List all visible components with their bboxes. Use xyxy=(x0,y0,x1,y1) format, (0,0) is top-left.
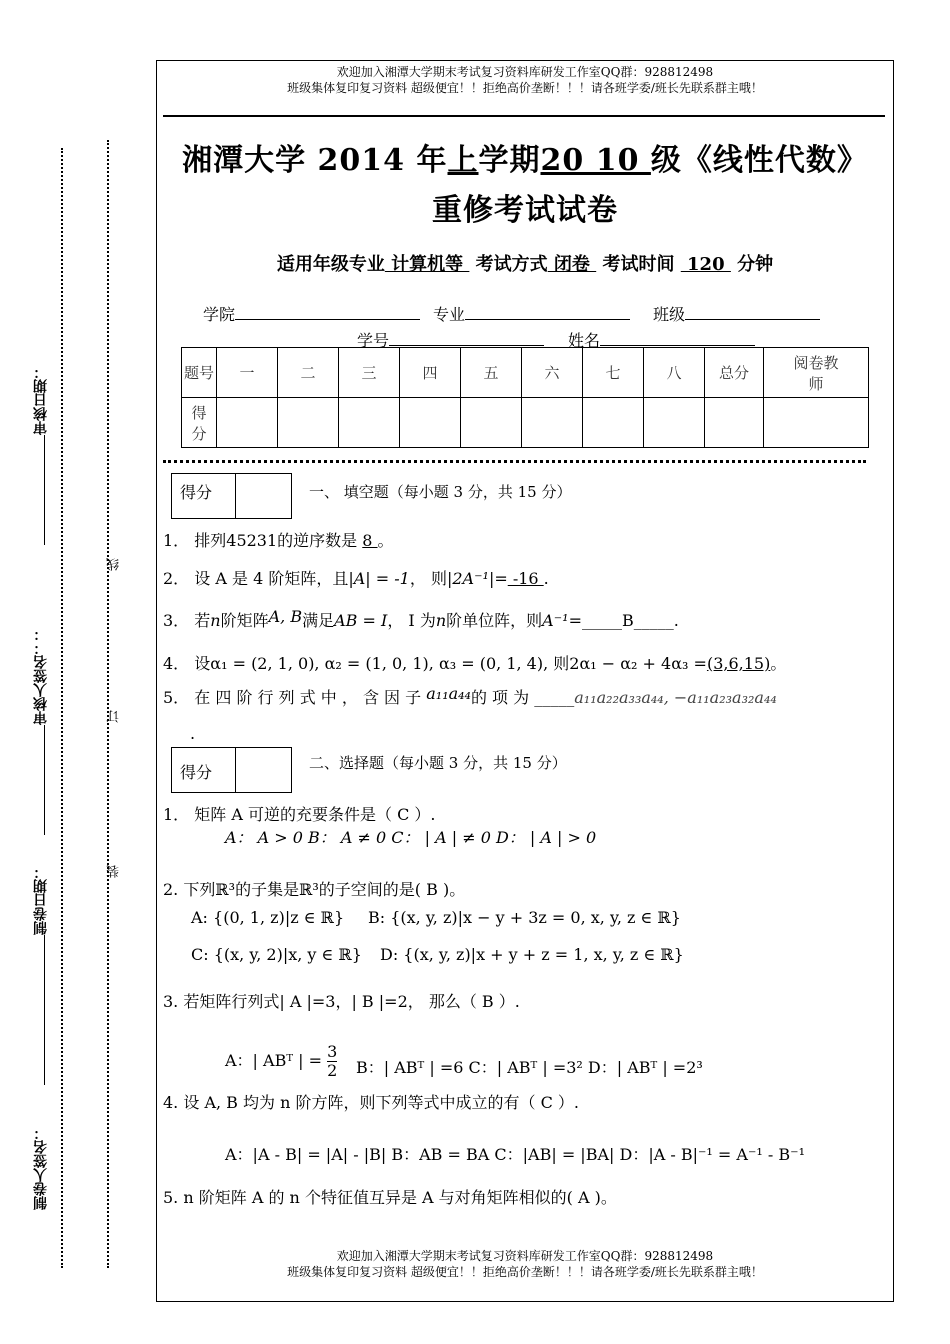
score-table xyxy=(181,347,869,448)
fraction-numerator: 3 xyxy=(327,1042,338,1061)
margin-dotted-line-inner xyxy=(107,140,109,1268)
reviewer-sign-underline xyxy=(44,725,45,835)
choice-q2-option-d: D: {(x, y, z)|x + y + z = 1, x, y, z ∈ ℝ} xyxy=(380,945,684,964)
choice-q5: 5. n 阶矩阵 A 的 n 个特征值互异是 A 与对角矩阵相似的( A )。 xyxy=(163,1188,617,1207)
choice-q2-option-b: B: {(x, y, z)|x − y + 3z = 0, x, y, z ∈ ℝ} xyxy=(368,908,681,927)
fill-q5: 5． 在 四 阶 行 列 式 中 ， 含 因 子 a₁₁a₄₄的 项 为 _____a₁₁a₂₂a₃₃a₄₄, −a₁₁a₂₃a₃₂a₄₄ xyxy=(163,684,777,707)
choice-q1-options: A： A > 0 B： A ≠ 0 C： | A | ≠ 0 D： | A | > 0 xyxy=(225,828,597,847)
review-date-label: 审核日期： xyxy=(33,365,49,435)
score-cell-6[interactable] xyxy=(522,398,583,448)
name-field[interactable]: 姓名 xyxy=(568,328,755,351)
score-col-7: 七 xyxy=(583,348,644,398)
score-col-1: 一 xyxy=(217,348,278,398)
fill-q1: 1． 排列45231的逆序数是 8 。 xyxy=(163,531,394,550)
grader-cell[interactable] xyxy=(764,398,869,448)
fill-q2: 2． 设 A 是 4 阶矩阵，且|A| = -1， 则|2A⁻¹|= -16 . xyxy=(163,569,549,588)
reviewer-sign-label: 审核人签名：： xyxy=(33,627,49,725)
score-col-total: 总分 xyxy=(705,348,764,398)
score-cell-total[interactable] xyxy=(705,398,764,448)
cut-line xyxy=(163,460,866,463)
footer-notice xyxy=(156,1248,894,1280)
prepare-date-label: 制卷日期： xyxy=(33,865,49,935)
score-cell-8[interactable] xyxy=(644,398,705,448)
fraction-denominator: 2 xyxy=(327,1061,338,1080)
preparer-sign-label: 制卷人签名： xyxy=(33,1126,49,1210)
choice-q4-options: A：|A - B| = |A| - |B| B：AB = BA C：|AB| = |BA| D：|A - B|⁻¹ = A⁻¹ - B⁻¹ xyxy=(225,1145,806,1164)
exam-title-line2: 重修考试试卷 xyxy=(432,193,618,228)
section2-score-input[interactable] xyxy=(235,748,293,792)
score-col-6: 六 xyxy=(522,348,583,398)
section2-score-box xyxy=(171,747,292,793)
section1-score-input[interactable] xyxy=(235,474,293,518)
footer-notice-line2: 班级集体复印复习资料 超级便宜！！拒绝高价垄断！！！请各班学委/班长先联系群主哦！ xyxy=(287,1265,763,1279)
review-date-underline xyxy=(44,435,45,545)
header-rule xyxy=(163,115,885,117)
score-col-8: 八 xyxy=(644,348,705,398)
section1-score-label: 得分 xyxy=(180,483,213,502)
score-cell-7[interactable] xyxy=(583,398,644,448)
score-col-5: 五 xyxy=(461,348,522,398)
choice-q1: 1． 矩阵 A 可逆的充要条件是（ C ）. xyxy=(163,805,436,824)
score-row-header: 得分 xyxy=(182,398,217,448)
header-notice-line1: 欢迎加入湘潭大学期末考试复习资料库研发工作室QQ群：928812498 xyxy=(336,65,714,79)
grader-header: 阅卷教师 xyxy=(764,348,869,398)
score-cell-1[interactable] xyxy=(217,398,278,448)
margin-dotted-line-outer xyxy=(61,148,63,1268)
choice-q2: 2. 下列ℝ³的子集是ℝ³的子空间的是( B )。 xyxy=(163,880,466,899)
choice-q2-option-a: A: {(0, 1, z)|z ∈ ℝ} xyxy=(191,908,345,927)
header-notice xyxy=(156,64,894,96)
section2-score-label: 得分 xyxy=(180,763,213,782)
section1-score-box xyxy=(171,473,292,519)
section2-heading: 二、选择题（每小题 3 分，共 15 分） xyxy=(309,754,567,772)
score-col-4: 四 xyxy=(400,348,461,398)
page-frame xyxy=(156,60,894,1302)
fill-q3: 3． 若n阶矩阵A, B满足AB = I， I 为n阶单位阵，则A⁻¹=_____B_____. xyxy=(163,607,679,630)
class-field[interactable]: 班级 xyxy=(653,302,820,325)
binding-mark-ding: 订 xyxy=(107,710,122,723)
fill-q4: 4． 设α₁ = (2, 1, 0), α₂ = (1, 0, 1), α₃ = (0, 1, 4), 则2α₁ − α₂ + 4α₃ =(3,6,15)。 xyxy=(163,654,787,673)
question-number-header: 题号 xyxy=(182,348,217,398)
choice-q2-option-c: C: {(x, y, 2)|x, y ∈ ℝ} xyxy=(191,945,362,964)
exam-title: 湘潭大学 2014 年上学期20 10 级《线性代数》 xyxy=(182,143,868,178)
exam-info: 适用年级专业 计算机等 考试方式 闭卷 考试时间 120 分钟 xyxy=(276,254,774,275)
score-cell-5[interactable] xyxy=(461,398,522,448)
college-field[interactable]: 学院 xyxy=(203,302,420,325)
choice-q4: 4. 设 A, B 均为 n 阶方阵，则下列等式中成立的有（ C ）. xyxy=(163,1093,579,1112)
score-cell-2[interactable] xyxy=(278,398,339,448)
section1-heading: 一、 填空题（每小题 3 分，共 15 分） xyxy=(309,483,572,501)
score-cell-3[interactable] xyxy=(339,398,400,448)
major-field[interactable]: 专业 xyxy=(433,302,630,325)
choice-q3-options-rest: B：| ABᵀ | =6 C：| ABᵀ | =3² D：| ABᵀ | =2³ xyxy=(356,1058,703,1077)
student-id-field[interactable]: 学号 xyxy=(357,328,544,351)
binding-mark-xian: 线 xyxy=(107,558,122,571)
score-col-3: 三 xyxy=(339,348,400,398)
score-cell-4[interactable] xyxy=(400,398,461,448)
fill-q5-end: . xyxy=(190,724,196,743)
binding-mark-zhuang: 装 xyxy=(107,865,122,878)
choice-q3: 3. 若矩阵行列式| A |=3，| B |=2， 那么（ B ）. xyxy=(163,992,520,1011)
choice-q3-option-a: A：| ABᵀ | = $\frac{3}{2}$ xyxy=(225,1042,338,1080)
prepare-date-underline xyxy=(44,935,45,1085)
score-col-2: 二 xyxy=(278,348,339,398)
header-notice-line2: 班级集体复印复习资料 超级便宜！！拒绝高价垄断！！！请各班学委/班长先联系群主哦！ xyxy=(287,81,763,95)
footer-notice-line1: 欢迎加入湘潭大学期末考试复习资料库研发工作室QQ群：928812498 xyxy=(336,1249,714,1263)
